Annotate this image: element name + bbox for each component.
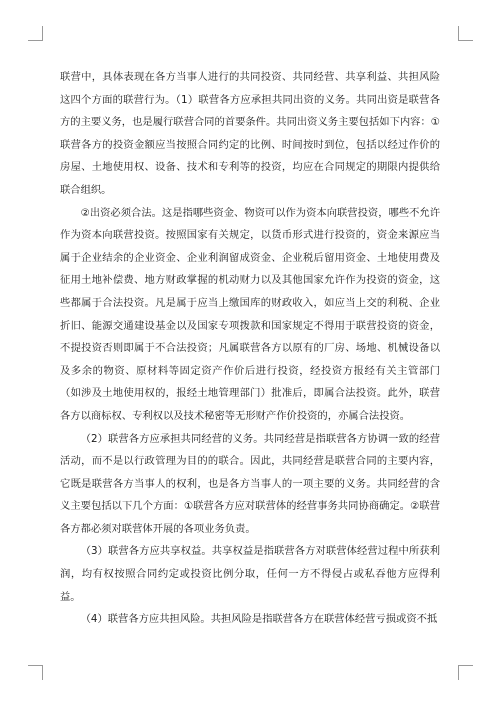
paragraph-3: （2）联营各方应承担共同经营的义务。共同经营是指联营各方协调一致的经营活动，而不是以行政管理为目的的联合。因此，共同经营是联营合同的主要内容，它既是联营各方当事人的权利，也是各方当事人的一项主要的义务。共同经营的含义主要包括以下几个方面：①联营各方应对联营体的经营事务共同协商确定。②联营各方都必须对联营体开展的各项业务负责。 [60,432,440,535]
paragraph-4: （3）联营各方应共享权益。共享权益是指联营各方对联营体经营过程中所获利润，均有权按照合同约定或投资比例分取，任何一方不得侵占或私吞他方应得利益。 [60,545,440,603]
crop-mark-top-left [28,26,43,41]
paragraph-5: （4）联营各方应共担风险。共担风险是指联营各方在联营体经营亏损或资不抵 [80,613,438,626]
crop-mark-bottom-left [28,665,43,680]
document-body [60,66,440,631]
paragraph-1: 联营中，具体表现在各方当事人进行的共同投资、共同经营、共享利益、共担风险这四个方面的联营行为。（1）联营各方应承担共同出资的义务。共同出资是联营各方的主要义务，也是履行联营合同的首要条件。共同出资义务主要包括如下内容：①联营各方的投资金额应当按照合同约定的比例、时间按时到位，包括以经过作价的房屋、土地使用权、设备、技术和专利等的投资，均应在合同规定的期限内提供给联合组织。 [60,71,440,196]
crop-mark-bottom-right [458,665,473,680]
crop-mark-top-right [458,26,473,41]
paragraph-2: ②出资必须合法。这是指哪些资金、物资可以作为资本向联营投资，哪些不允许作为资本向联营投资。按照国家有关规定，以货币形式进行投资的，资金来源应当属于企业结余的企业资金、企业利润留成资金、企业税后留用资金、土地使用费及征用土地补偿费、地方财政掌握的机动财力以及其他国家允许作为投资的资金，这些都属于合法投资。凡是属于应当上缴国库的财政收入，如应当上交的利税、企业折旧、能源交通建设基金以及国家专项拨款和国家规定不得用于联营投资的资金，不提投资否则即属于不合法投资；凡属联营各方以原有的厂房、场地、机械设备以及多余的物资、原材料等固定资产作价后进行投资，经投资方报经有关主管部门（如涉及土地使用权的，报经土地管理部门）批准后，即属合法投资。此外，联营各方以商标权、专利权以及技术秘密等无形财产作价投资的，亦属合法投资。 [60,206,440,422]
